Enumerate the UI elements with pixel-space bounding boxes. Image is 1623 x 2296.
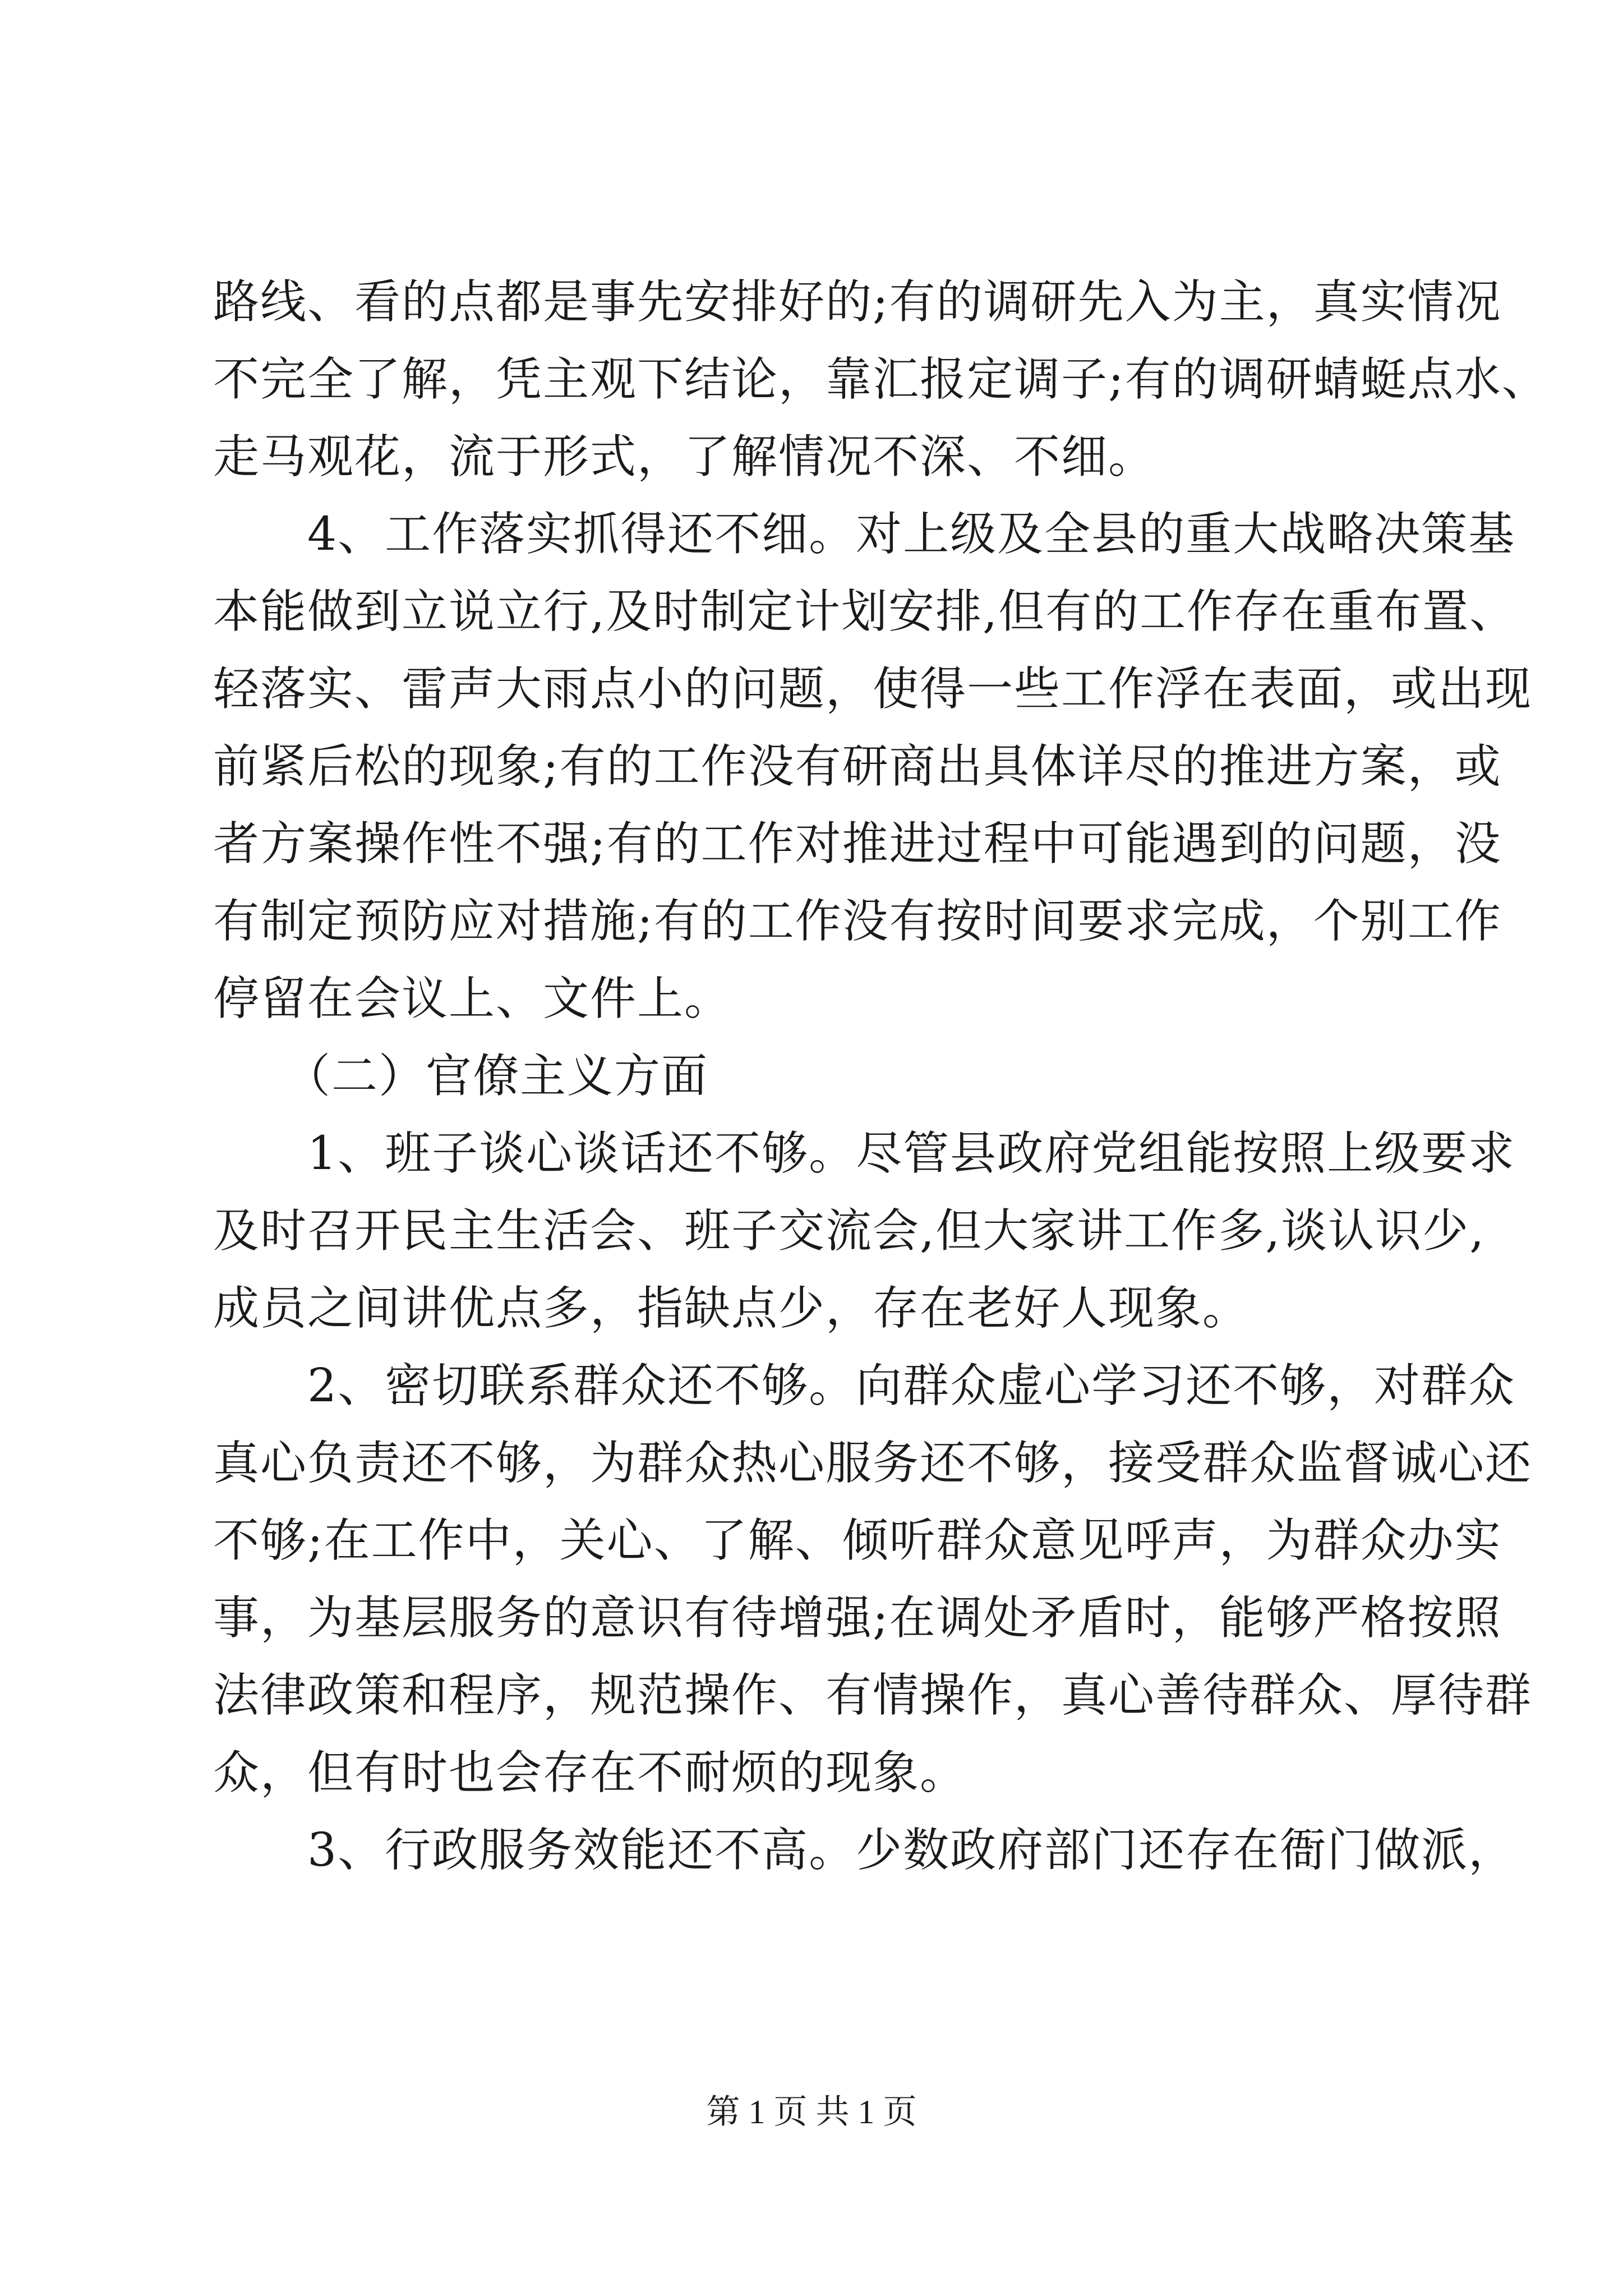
text-line: 成员之间讲优点多，指缺点少，存在老好人现象。 — [213, 1282, 1250, 1335]
text-line: 3、行政服务效能还不高。少数政府部门还存在衙门做派， — [213, 1824, 1516, 1877]
text-line: 停留在会议上、文件上。 — [213, 972, 732, 1025]
text-line: 1、班子谈心谈话还不够。尽管县政府党组能按照上级要求 — [213, 1127, 1516, 1180]
document-body — [213, 264, 1549, 1889]
text-line: 路线、看的点都是事先安排好的;有的调研先入为主，真实情况 — [213, 275, 1502, 329]
text-line: 法律政策和程序，规范操作、有情操作，真心善待群众、厚待群 — [213, 1669, 1533, 1722]
text-line: 不够;在工作中，关心、了解、倾听群众意见呼声，为群众办实 — [213, 1514, 1502, 1567]
text-line: 有制定预防应对措施;有的工作没有按时间要求完成，个别工作 — [213, 895, 1502, 948]
text-line: 者方案操作性不强;有的工作对推进过程中可能遇到的问题，没 — [213, 817, 1502, 871]
text-line: 2、密切联系群众还不够。向群众虚心学习还不够，对群众 — [213, 1359, 1516, 1412]
text-line: 本能做到立说立行,及时制定计划安排,但有的工作存在重布置、 — [213, 585, 1517, 638]
text-line: 前紧后松的现象;有的工作没有研商出具体详尽的推进方案，或 — [213, 740, 1502, 793]
text-line: 及时召开民主生活会、班子交流会,但大家讲工作多,谈认识少, — [213, 1204, 1486, 1258]
text-line: 4、工作落实抓得还不细。对上级及全县的重大战略决策基 — [213, 508, 1516, 561]
text-line: 众，但有时也会存在不耐烦的现象。 — [213, 1746, 967, 1800]
page-footer — [0, 2090, 1623, 2134]
text-line: 事，为基层服务的意识有待增强;在调处矛盾时，能够严格按照 — [213, 1591, 1502, 1645]
page-number-label: 第 1 页 共 1 页 — [706, 2093, 917, 2131]
section-heading: （二）官僚主义方面 — [213, 1050, 709, 1103]
text-line: 轻落实、雷声大雨点小的问题，使得一些工作浮在表面，或出现 — [213, 662, 1533, 716]
text-line: 不完全了解，凭主观下结论，靠汇报定调子;有的调研蜻蜓点水、 — [213, 353, 1549, 406]
text-line: 真心负责还不够，为群众热心服务还不够，接受群众监督诚心还 — [213, 1437, 1533, 1490]
text-line: 走马观花，流于形式，了解情况不深、不细。 — [213, 430, 1156, 484]
